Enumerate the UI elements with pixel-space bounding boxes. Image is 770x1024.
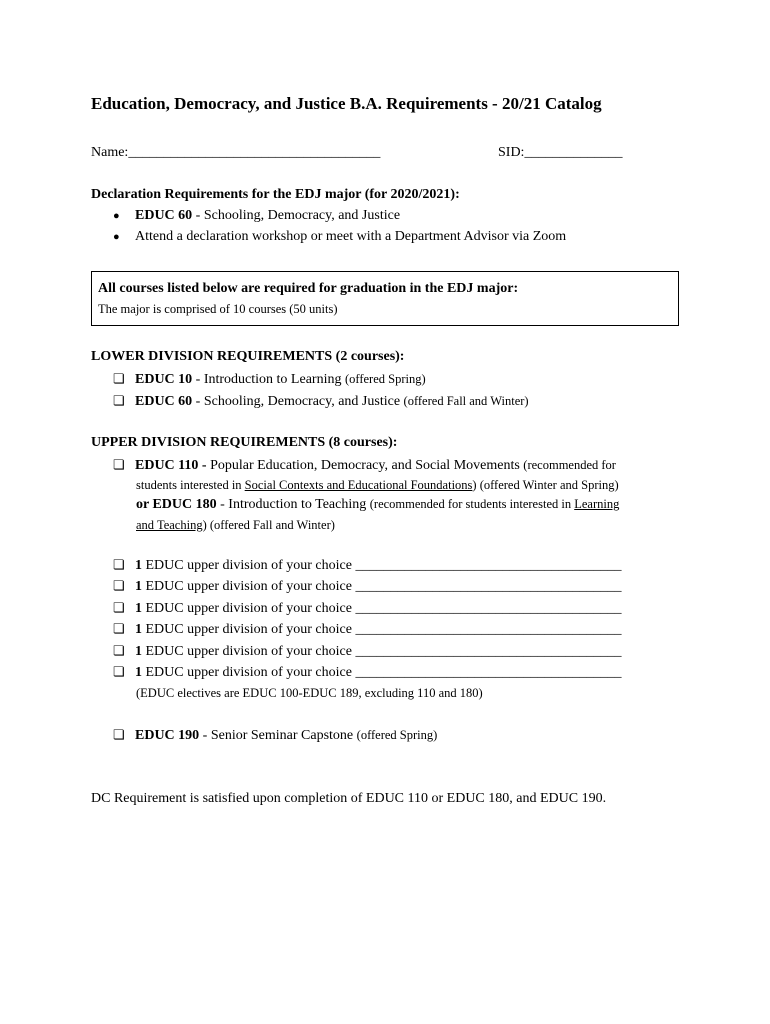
elective-blank[interactable]: ______________________________________	[355, 622, 622, 638]
elective-blank[interactable]: ______________________________________	[355, 600, 622, 616]
elective-item: ❏ 1 EDUC upper division of your choice ______________________________________	[113, 621, 622, 638]
checkbox-icon[interactable]: ❏	[113, 371, 125, 386]
bullet-icon: ●	[113, 210, 120, 222]
lower-division-heading: LOWER DIVISION REQUIREMENTS (2 courses):	[91, 349, 405, 364]
elective-blank[interactable]: ______________________________________	[355, 643, 622, 659]
dc-requirement: DC Requirement is satisfied upon completion of EDUC 110 or EDUC 180, and EDUC 190.	[91, 791, 607, 806]
checkbox-icon[interactable]: ❏	[113, 457, 125, 472]
bullet-icon: ●	[113, 231, 120, 243]
declaration-item: ● Attend a declaration workshop or meet with a Department Advisor via Zoom	[113, 229, 567, 244]
elective-item: ❏ 1 EDUC upper division of your choice ______________________________________	[113, 557, 622, 573]
upper-division-heading: UPPER DIVISION REQUIREMENTS (8 courses):	[91, 435, 398, 450]
page-title: Education, Democracy, and Justice B.A. Requirements - 20/21 Catalog	[91, 94, 602, 113]
lower-course-item: ❏ EDUC 10 - Introduction to Learning (offered Spring)	[113, 371, 426, 387]
declaration-heading: Declaration Requirements for the EDJ major (for 2020/2021):	[91, 187, 460, 202]
checkbox-icon[interactable]: ❏	[113, 393, 125, 408]
link-social-contexts[interactable]: Social Contexts and Educational Foundations	[244, 478, 473, 492]
course-note: students interested in Social Contexts and Educational Foundations) (offered Winter and Spring)	[136, 478, 619, 492]
elective-blank[interactable]: ______________________________________	[355, 558, 622, 573]
link-and-teaching[interactable]: and Teaching	[136, 518, 203, 532]
sid-field[interactable]: SID:______________	[498, 145, 623, 160]
checkbox-icon[interactable]: ❏	[113, 599, 125, 615]
elective-item: ❏ 1 EDUC upper division of your choice ______________________________________	[113, 642, 622, 659]
notice-subtext: The major is comprised of 10 courses (50 units)	[98, 302, 338, 316]
elective-blank[interactable]: ______________________________________	[355, 579, 622, 595]
link-learning[interactable]: Learning	[574, 497, 620, 511]
course-note: and Teaching) (offered Fall and Winter)	[136, 518, 335, 532]
elective-item: ❏ 1 EDUC upper division of your choice ______________________________________	[113, 664, 622, 680]
checkbox-icon[interactable]: ❏	[113, 727, 125, 742]
checkbox-icon[interactable]: ❏	[113, 557, 125, 572]
upper-course-alt: or EDUC 180 - Introduction to Teaching (recommended for students interested in Learning	[136, 497, 620, 512]
checkbox-icon[interactable]: ❏	[113, 664, 125, 679]
checkbox-icon[interactable]: ❏	[113, 578, 125, 594]
lower-course-item: ❏ EDUC 60 - Schooling, Democracy, and Justice (offered Fall and Winter)	[113, 393, 529, 409]
elective-item: ❏ 1 EDUC upper division of your choice ______________________________________	[113, 578, 622, 595]
checkbox-icon[interactable]: ❏	[113, 642, 125, 658]
notice-box	[91, 271, 679, 326]
elective-item: ❏ 1 EDUC upper division of your choice ______________________________________	[113, 599, 622, 616]
notice-heading: All courses listed below are required for graduation in the EDJ major:	[98, 281, 519, 296]
elective-blank[interactable]: ______________________________________	[355, 665, 622, 680]
checkbox-icon[interactable]: ❏	[113, 621, 125, 637]
name-field[interactable]: Name:____________________________________	[91, 145, 381, 160]
declaration-item: ● EDUC 60 - Schooling, Democracy, and Justice	[113, 208, 401, 223]
elective-note: (EDUC electives are EDUC 100-EDUC 189, excluding 110 and 180)	[136, 686, 483, 700]
upper-course-item: ❏ EDUC 110 - Popular Education, Democracy, and Social Movements (recommended for	[113, 457, 616, 473]
upper-course-item: ❏ EDUC 190 - Senior Seminar Capstone (offered Spring)	[113, 727, 438, 743]
